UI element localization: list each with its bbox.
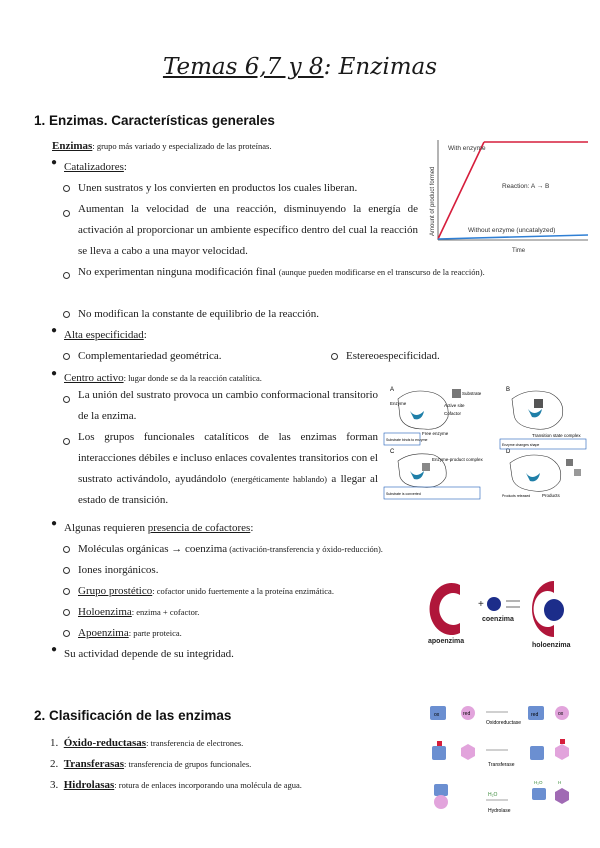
class-item-2: 2. Transferasas: transferencia de grupos funcionales. [50, 758, 252, 770]
panel-a-label: A [390, 387, 395, 393]
enzyme-shape-a [398, 391, 448, 429]
class-item-1: 1. Óxido-reductasas: transferencia de electrones. [50, 737, 244, 749]
cofactor-text: Cofactor [444, 411, 462, 416]
bullet: ● [51, 325, 58, 336]
without-enzyme-label: Without enzyme (uncatalyzed) [468, 227, 556, 234]
bullet: ● [51, 518, 58, 529]
product-c [422, 463, 430, 471]
panel-c-label: C [390, 449, 395, 455]
product-text: Enzyme-product complex [432, 457, 483, 462]
products-text: Products [542, 493, 560, 498]
sub-bullet [63, 272, 70, 279]
oxidoreductase-text: Oxidoreductase [486, 720, 522, 726]
transfer-hexagon [461, 744, 475, 760]
sub-bullet [63, 567, 70, 574]
hydrolase-square [434, 784, 448, 796]
catalizadores-label: Catalizadores: [64, 161, 127, 173]
enzimas-definition: Enzimas: grupo más variado y especializado de las proteínas. [52, 140, 272, 152]
hydrolase-circle [434, 795, 448, 809]
sub-bullet [63, 546, 70, 553]
ox-text: ox [434, 712, 440, 718]
cat-item-1: Unen sustratos y los convierten en productos los cuales liberan. [78, 182, 358, 194]
bullet: ● [51, 157, 58, 168]
enzyme-text: Enzyme [390, 401, 407, 406]
cof-item-1: Moléculas orgánicas → coenzima (activación-transferencia y óxido-reducción). [78, 543, 383, 555]
apoenzyme-shape [430, 583, 460, 635]
integridad: Su actividad depende de su integridad. [64, 648, 234, 660]
product-d1 [566, 459, 573, 466]
alta-label: Alta especificidad: [64, 329, 147, 341]
cof-item-5: Apoenzima: parte proteica. [78, 627, 182, 639]
red2-text: red [531, 712, 539, 718]
sub-bullet [63, 311, 70, 318]
free-enzyme-text: Free enzyme [422, 431, 449, 436]
sub-bullet [331, 353, 338, 360]
cat-item-3: No experimentan ninguna modificación final (aunque pueden modificarse en el transcurso de la reacción). [78, 266, 485, 278]
section-heading: 1. Enzimas. Características generales [34, 113, 275, 128]
sub-bullet [63, 396, 70, 403]
sub-bullet [63, 210, 70, 217]
transfer-hexagon-2 [555, 744, 569, 760]
section-heading-2: 2. Clasificación de las enzimas [34, 708, 232, 723]
transition-text: Transition state complex [532, 433, 581, 438]
alta-item-2: Estereoespecificidad. [346, 350, 440, 362]
coenzyme-figure [426, 577, 594, 649]
substrate-a [452, 389, 461, 398]
hydrolase-text: Hydrolase [488, 808, 511, 814]
transferase-text: Transferase [488, 762, 515, 768]
caption-b: Enzyme changes shape [502, 443, 540, 447]
transfer-group-2 [560, 739, 565, 744]
reaction-graph [428, 136, 594, 256]
cof-item-4: Holoenzima: enzima + cofactor. [78, 606, 200, 618]
ox2-text: ox [558, 711, 564, 717]
cat-item-4: No modifican la constante de equilibrio de la reacción. [78, 308, 319, 320]
active-site-figure [382, 383, 590, 501]
sub-bullet [63, 588, 70, 595]
substrate-text: Substrate [462, 391, 482, 396]
holoenzyme-coenzyme [544, 599, 564, 621]
with-enzyme-line [438, 142, 484, 239]
red-text: red [463, 711, 471, 717]
x-axis-label: Time [512, 248, 526, 254]
transfer-square-2 [530, 746, 544, 760]
bullet: ● [51, 644, 58, 655]
sub-bullet [63, 353, 70, 360]
classification-figure [430, 700, 590, 818]
h2o-b-text: H₂O [534, 780, 543, 785]
cofactores-label: Algunas requieren presencia de cofactores: [64, 522, 254, 534]
caption-c: Substrate is converted [386, 492, 421, 496]
caption-a: Substrate binds to enzyme [386, 438, 428, 442]
product-d2 [574, 469, 581, 476]
with-enzyme-label: With enzyme [448, 145, 486, 152]
panel-d-label: D [506, 449, 511, 455]
transfer-square [432, 746, 446, 760]
h-text: H [558, 780, 562, 785]
hydrolase-product-hexagon [555, 788, 569, 804]
hydrolase-product-square [532, 788, 546, 800]
class-item-3: 3. Hidrolasas: rotura de enlaces incorporando una molécula de agua. [50, 779, 302, 791]
sub-bullet [63, 185, 70, 192]
cof-item-3: Grupo prostético: cofactor unido fuertemente a la proteína enzimática. [78, 585, 334, 597]
without-enzyme-line [438, 235, 588, 239]
panel-b-label: B [506, 387, 511, 393]
centro-activo-label: Centro activo: lugar donde se da la reacción catalítica. [64, 372, 262, 384]
enzyme-shape-d [510, 455, 561, 491]
y-axis-label: Amount of product formed [430, 166, 436, 236]
active-site-text: Active site [444, 403, 465, 408]
coenzima-label: coenzima [482, 616, 514, 623]
plus-sign: + [478, 599, 484, 610]
centro-item-2: Los grupos funcionales catalíticos de las enzimas forman interacciones débiles e incluso enlaces covalentes transitorios con el sustrato activándolo, ayudándolo (energéticamente hablando) a llegar al estado de transición. [78, 431, 378, 506]
caption-d: Products released [502, 494, 531, 498]
alta-item-1: Complementariedad geométrica. [78, 350, 222, 362]
apoenzima-label: apoenzima [428, 638, 465, 645]
cat-item-2: Aumentan la velocidad de una reacción, disminuyendo la energía de activación al proporcionar un ambiente específico dentro del cual la reacción se lleva a cabo a una mayor velocidad. [78, 203, 418, 257]
transfer-group [437, 741, 442, 746]
coenzyme-shape [487, 597, 501, 611]
substrate-b [534, 399, 543, 408]
holoenzima-label: holoenzima [532, 642, 571, 649]
reaction-label: Reaction: A → B [502, 183, 550, 190]
page-title: Temas 6,7 y 8: Enzimas [162, 54, 438, 80]
cof-item-2: Iones inorgánicos. [78, 564, 159, 576]
h2o-text: H₂O [488, 792, 498, 798]
bullet: ● [51, 368, 58, 379]
sub-bullet [63, 438, 70, 445]
centro-item-1: La unión del sustrato provoca un cambio conformacional transitorio de la enzima. [78, 389, 378, 422]
sub-bullet [63, 609, 70, 616]
enzyme-shape-b [512, 391, 563, 429]
sub-bullet [63, 630, 70, 637]
